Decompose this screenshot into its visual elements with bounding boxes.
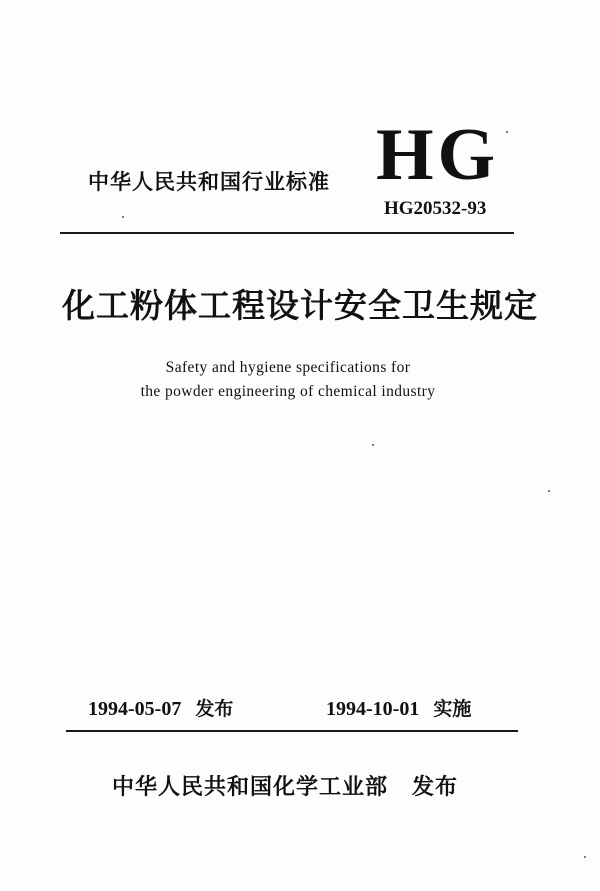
standard-logo: HG — [376, 114, 500, 196]
scan-speck — [372, 444, 374, 446]
english-title-line-2: the powder engineering of chemical industry — [140, 383, 436, 400]
document-title-english — [100, 356, 476, 404]
issuer-name: 中华人民共和国化学工业部 — [112, 775, 389, 800]
issue-label: 发布 — [195, 698, 234, 720]
top-divider — [60, 232, 514, 234]
standard-number: HG20532-93 — [384, 198, 487, 219]
issue-date-block — [88, 694, 233, 721]
document-title-chinese: 化工粉体工程设计安全卫生规定 — [62, 286, 538, 325]
bottom-divider — [66, 730, 518, 732]
scan-speck — [584, 856, 586, 858]
scan-speck — [506, 131, 508, 133]
issuing-authority — [112, 770, 458, 801]
scan-speck — [122, 216, 124, 218]
issue-date: 1994-05-07 — [88, 698, 182, 720]
implement-date-block — [326, 694, 471, 721]
implement-date: 1994-10-01 — [326, 698, 420, 720]
standard-category: 中华人民共和国行业标准 — [88, 170, 330, 194]
issuer-verb: 发布 — [412, 775, 459, 800]
scan-speck — [548, 490, 550, 492]
implement-label: 实施 — [433, 698, 472, 720]
english-title-line-1: Safety and hygiene specifications for — [165, 359, 411, 376]
